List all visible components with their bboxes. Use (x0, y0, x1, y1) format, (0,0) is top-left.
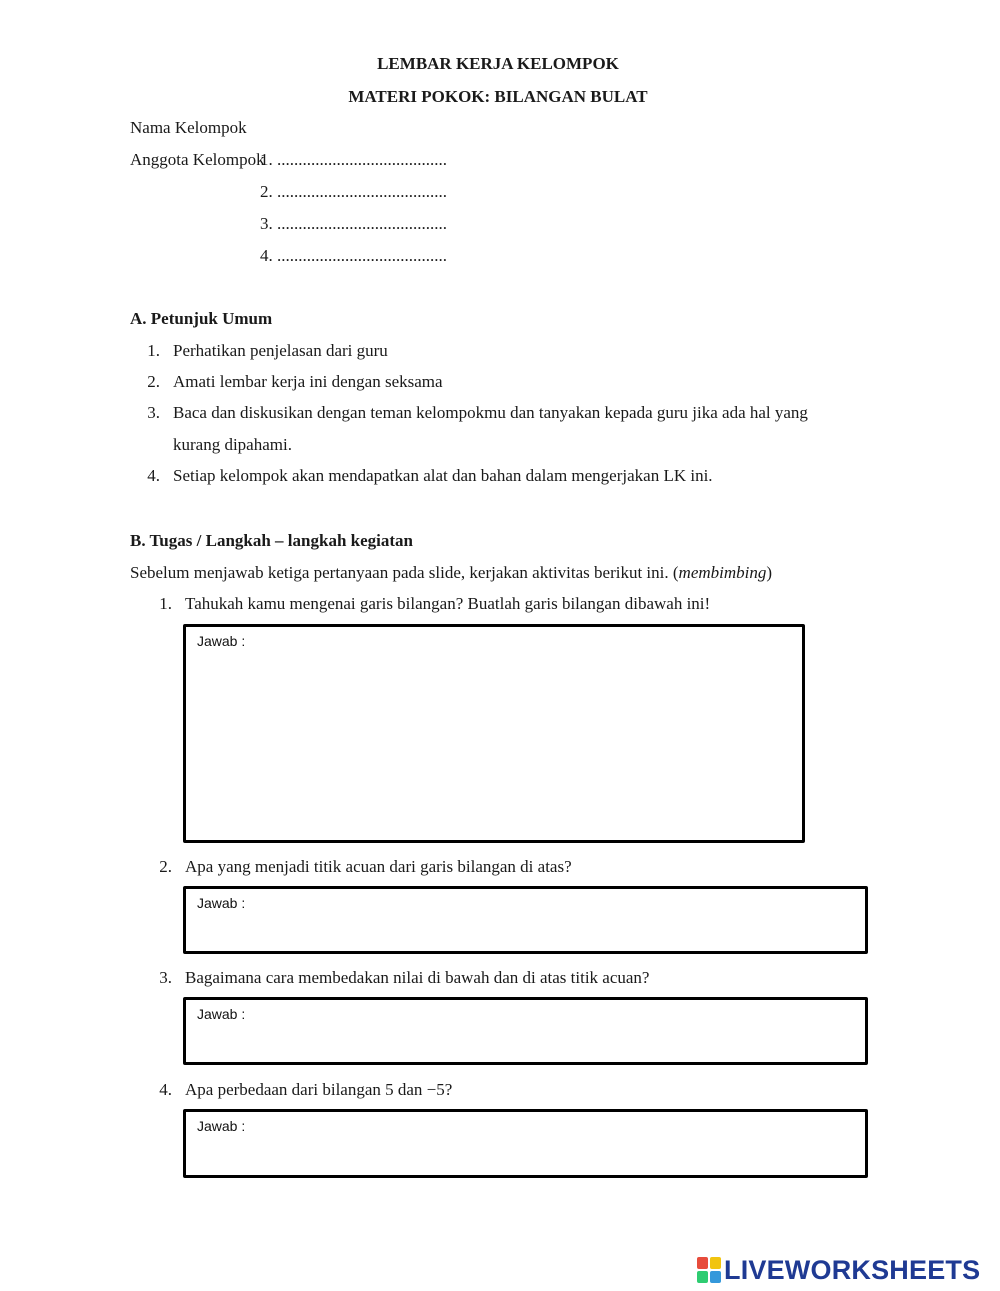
question-text: Apa yang menjadi titik acuan dari garis bilangan di atas? (185, 857, 572, 876)
instruction-number: 1. (147, 341, 160, 360)
answer-box-2[interactable] (183, 886, 868, 954)
answer-box-4[interactable] (183, 1109, 868, 1178)
group-name-label: Nama Kelompok (130, 118, 247, 137)
liveworksheets-logo (697, 1255, 980, 1285)
answer-box-3[interactable] (183, 997, 868, 1065)
answer-label: Jawab : (197, 1118, 246, 1134)
answer-box-1[interactable] (183, 624, 805, 843)
intro-text: Sebelum menjawab ketiga pertanyaan pada slide, kerjakan aktivitas berikut ini. ( (130, 563, 679, 582)
instruction-text: Setiap kelompok akan mendapatkan alat dan bahan dalam mengerjakan LK ini. (173, 466, 713, 485)
member-line-2: 2. ........................................ (260, 182, 447, 201)
answer-label: Jawab : (197, 633, 246, 649)
question-number: 4. (159, 1080, 172, 1099)
member-line-1: 1. ........................................ (260, 150, 447, 169)
section-b-intro (130, 563, 772, 583)
question-number: 1. (159, 594, 172, 613)
members-label: Anggota Kelompok (130, 150, 265, 169)
section-b-heading: B. Tugas / Langkah – langkah kegiatan (130, 531, 413, 550)
worksheet-title: LEMBAR KERJA KELOMPOK (377, 54, 619, 73)
instruction-number: 3. (147, 403, 160, 422)
instruction-text-continued: kurang dipahami. (173, 435, 292, 454)
instruction-text: Perhatikan penjelasan dari guru (173, 341, 388, 360)
instruction-number: 2. (147, 372, 160, 391)
instruction-text: Amati lembar kerja ini dengan seksama (173, 372, 443, 391)
instruction-text: Baca dan diskusikan dengan teman kelompokmu dan tanyakan kepada guru jika ada hal yang (173, 403, 808, 422)
question-number: 2. (159, 857, 172, 876)
worksheet-subtitle: MATERI POKOK: BILANGAN BULAT (348, 87, 648, 106)
question-text: Bagaimana cara membedakan nilai di bawah dan di atas titik acuan? (185, 968, 650, 987)
intro-end: ) (766, 563, 773, 582)
member-line-4: 4. ........................................ (260, 246, 447, 265)
instruction-number: 4. (147, 466, 160, 485)
logo-text: LIVEWORKSHEETS (724, 1254, 981, 1285)
section-a-heading: A. Petunjuk Umum (130, 309, 273, 328)
question-number: 3. (159, 968, 172, 987)
answer-label: Jawab : (197, 1006, 246, 1022)
logo-mark-icon (697, 1257, 721, 1283)
answer-label: Jawab : (197, 895, 246, 911)
intro-italic: membimbing (678, 563, 767, 582)
question-text: Apa perbedaan dari bilangan 5 dan −5? (185, 1080, 453, 1099)
question-text: Tahukah kamu mengenai garis bilangan? Buatlah garis bilangan dibawah ini! (185, 594, 711, 613)
member-line-3: 3. ........................................ (260, 214, 447, 233)
